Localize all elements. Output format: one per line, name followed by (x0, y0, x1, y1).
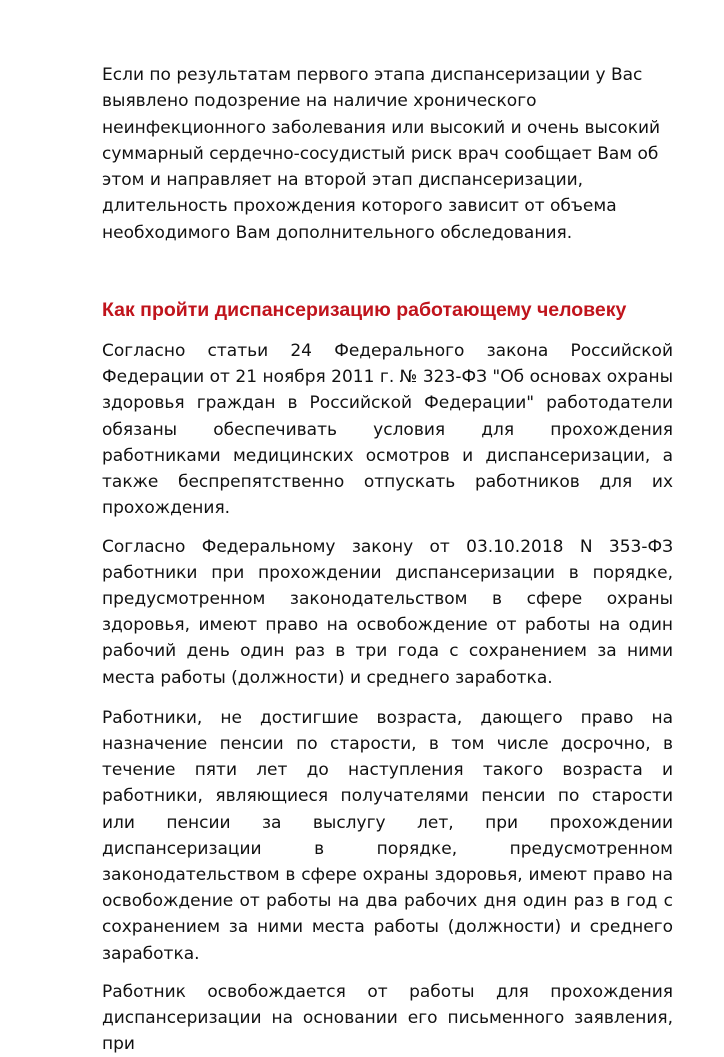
paragraph-law-323: Согласно статьи 24 Федерального закона Российской Федерации от 21 ноября 2011 г. № 323-ФЗ "Об основах охраны здоровья граждан в Российской Федерации" работодатели обязаны обеспечивать условия для прохождения работниками медицинских осмотров и диспансеризации, а также беспрепятственно отпускать работников для их прохождения. (102, 341, 673, 519)
section-heading: Как пройти диспансеризацию работающему человеку (102, 299, 627, 322)
intro-paragraph: Если по результатам первого этапа диспансеризации у Вас выявлено подозрение на наличие хронического неинфекционного заболевания или высокий и очень высокий суммарный сердечно-сосудистый риск врач сообщает Вам об этом и направляет на второй этап диспансеризации, длительность прохождения которого зависит от объема необходимого Вам дополнительного обследования. (102, 65, 661, 243)
paragraph-pre-retirement-workers: Работники, не достигшие возраста, дающего право на назначение пенсии по старости, в том числе досрочно, в течение пяти лет до наступления такого возраста и работники, являющиеся получателями пенсии по старости или пенсии за выслугу лет, при прохождении диспансеризации в порядке, предусмотренном законодательством в сфере охраны здоровья, имеют право на освобождение от работы на два рабочих дня один раз в год с сохранением за ними места работы (должности) и среднего заработка. (102, 707, 673, 964)
paragraph-written-application: Работник освобождается от работы для прохождения диспансеризации на основании его письменного заявления, при (102, 981, 673, 1055)
paragraph-law-353: Согласно Федеральному закону от 03.10.2018 N 353-ФЗ работники при прохождении диспансеризации в порядке, предусмотренном законодательством в сфере охраны здоровья, имеют право на освобождение от работы на один рабочий день один раз в три года с сохранением за ними места работы (должности) и среднего заработка. (102, 536, 673, 688)
document-page (102, 62, 673, 1057)
